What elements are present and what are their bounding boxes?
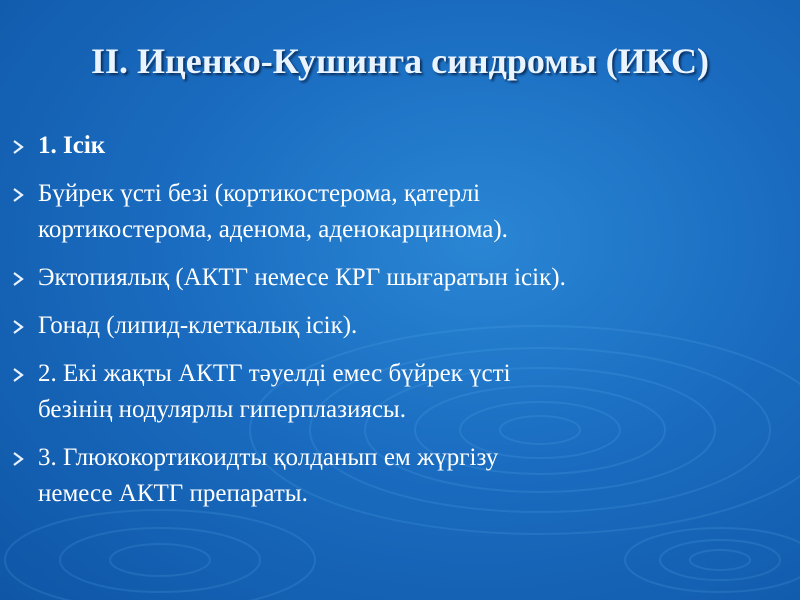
bullet-item: [10, 128, 800, 164]
bullet-list: [10, 128, 800, 524]
chevron-right-icon: [10, 271, 26, 287]
bullet-text: кортикостерома, аденома, аденокарцинома).: [38, 216, 508, 243]
bullet-text: немесе АКТГ препараты.: [38, 480, 308, 507]
bullet-item: [10, 308, 800, 344]
bullet-item: [10, 356, 800, 428]
slide-title: ІІ. Иценко-Кушинга синдромы (ИКС): [91, 41, 709, 81]
bullet-text: 3. Глюкокортикоидты қолданып ем жүргізу: [38, 444, 499, 471]
chevron-right-icon: [10, 367, 26, 383]
bullet-text: 2. Екі жақты АКТГ тәуелді емес бүйрек үсті: [38, 360, 511, 387]
bullet-text: безінің нодулярлы гиперплазиясы.: [38, 396, 406, 423]
bullet-text: Эктопиялық (АКТГ немесе КРГ шығаратын ісік).: [38, 264, 566, 291]
bullet-item: [10, 440, 800, 512]
chevron-right-icon: [10, 319, 26, 335]
bullet-text: 1. Ісік: [38, 132, 106, 159]
bullet-text: Гонад (липид-клеткалық ісік).: [38, 312, 358, 339]
bullet-item: [10, 176, 800, 248]
bullet-text: Бүйрек үсті безі (кортикостерома, қатерлі: [38, 180, 481, 207]
chevron-right-icon: [10, 451, 26, 467]
chevron-right-icon: [10, 187, 26, 203]
chevron-right-icon: [10, 139, 26, 155]
bullet-item: [10, 260, 800, 296]
